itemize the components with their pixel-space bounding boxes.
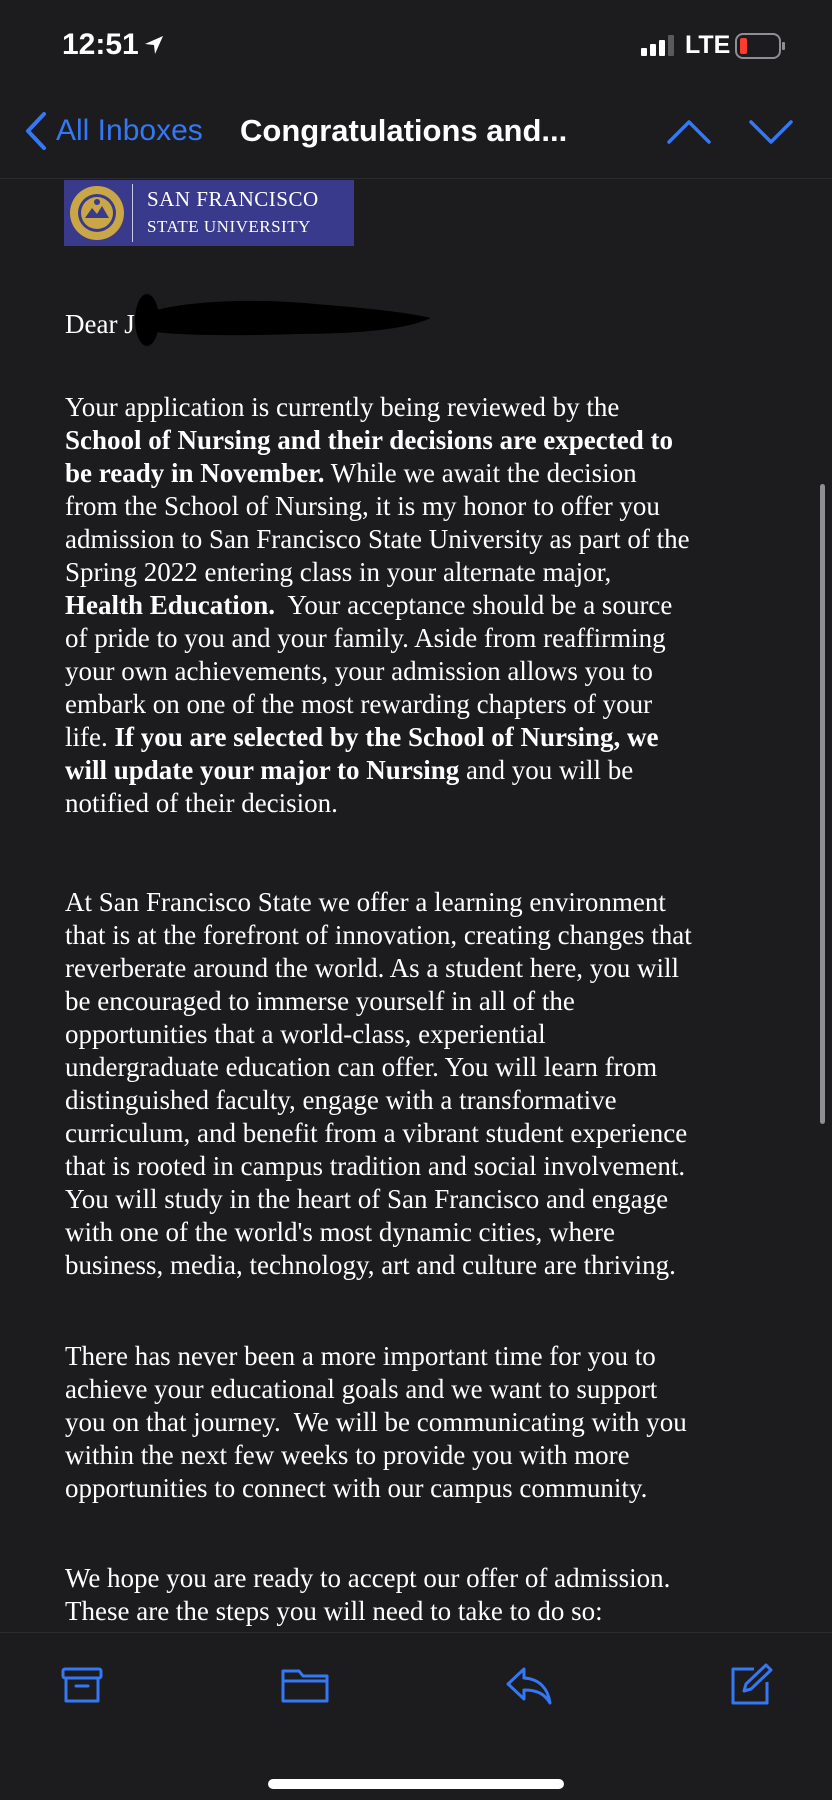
text-line (65, 1150, 785, 1183)
cellular-signal-icon (641, 34, 674, 56)
logo-text (147, 186, 319, 240)
body-text: notified of their decision. (65, 788, 338, 818)
body-text: that is at the forefront of innovation, creating changes that (65, 920, 692, 950)
logo-divider (132, 184, 133, 242)
logo-line-1: SAN FRANCISCO (147, 187, 319, 211)
location-arrow-icon (143, 34, 165, 56)
text-line (65, 1472, 785, 1505)
bold-text: Health Education. (65, 590, 276, 620)
paragraph-3 (65, 1340, 785, 1505)
time-text: 12:51 (62, 28, 139, 61)
reply-icon[interactable] (504, 1663, 554, 1707)
text-line (65, 391, 785, 424)
compose-icon[interactable] (728, 1663, 774, 1707)
text-line (65, 1340, 785, 1373)
text-line (65, 985, 785, 1018)
body-text: opportunities that a world-class, experiential (65, 1019, 546, 1049)
body-text: curriculum, and benefit from a vibrant student experience (65, 1118, 688, 1148)
body-text: distinguished faculty, engage with a transformative (65, 1085, 617, 1115)
text-line (65, 1051, 785, 1084)
email-subject: Congratulations and... (240, 113, 568, 148)
university-seal-icon (68, 184, 126, 242)
text-line (65, 1562, 785, 1595)
text-line (65, 787, 785, 820)
university-logo (64, 180, 354, 246)
bold-text: will update your major to Nursing (65, 755, 460, 785)
salutation: Dear J (65, 309, 135, 339)
text-line (65, 1439, 785, 1472)
paragraph-1 (65, 391, 785, 820)
text-line (65, 1249, 785, 1282)
text-line (65, 1117, 785, 1150)
body-text: be encouraged to immerse yourself in all of the (65, 986, 575, 1016)
body-text: of pride to you and your family. Aside from reaffirming (65, 623, 666, 653)
body-text: achieve your educational goals and we want to support (65, 1374, 658, 1404)
body-text: admission to San Francisco State University as part of the (65, 524, 690, 554)
text-line (65, 556, 785, 589)
archive-icon[interactable] (60, 1663, 104, 1707)
text-line (65, 721, 785, 754)
text-line (65, 952, 785, 985)
text-line (65, 688, 785, 721)
body-text: life. (65, 722, 115, 752)
body-text: within the next few weeks to provide you with more (65, 1440, 630, 1470)
text-line (65, 655, 785, 688)
navigation-bar (0, 95, 832, 179)
text-line (65, 1018, 785, 1051)
text-line (65, 1406, 785, 1439)
paragraph-4 (65, 1562, 785, 1628)
body-text: At San Francisco State we offer a learning environment (65, 887, 666, 917)
status-bar (0, 0, 832, 95)
text-line (65, 589, 785, 622)
email-body[interactable] (0, 180, 832, 1632)
network-type: LTE (685, 31, 731, 59)
next-message-button[interactable] (748, 117, 794, 147)
text-line (65, 1084, 785, 1117)
back-button-label: All Inboxes (56, 114, 203, 147)
body-text: your own achievements, your admission allows you to (65, 656, 653, 686)
body-text: embark on one of the most rewarding chapters of your (65, 689, 653, 719)
text-line (65, 457, 785, 490)
battery-icon (735, 33, 787, 59)
body-text: you on that journey. We will be communicating with you (65, 1407, 687, 1437)
body-text: These are the steps you will need to take to do so: (65, 1596, 603, 1626)
text-line (65, 1216, 785, 1249)
text-line (65, 754, 785, 787)
body-text: Spring 2022 entering class in your alternate major, (65, 557, 612, 587)
body-text: reverberate around the world. As a student here, you will (65, 953, 680, 983)
back-button[interactable] (24, 111, 203, 151)
text-line (65, 424, 785, 457)
body-text: opportunities to connect with our campus community. (65, 1473, 648, 1503)
scrollbar[interactable] (820, 484, 825, 1124)
text-line (65, 1595, 785, 1628)
body-text: with one of the world's most dynamic cities, where (65, 1217, 615, 1247)
body-text: Your acceptance should be a source (275, 590, 673, 620)
bottom-toolbar (0, 1632, 832, 1800)
text-line (65, 622, 785, 655)
text-line (65, 1183, 785, 1216)
paragraph-2 (65, 886, 785, 1282)
body-text: You will study in the heart of San Francisco and engage (65, 1184, 669, 1214)
logo-line-2: STATE UNIVERSITY (147, 217, 311, 236)
text-line (65, 523, 785, 556)
body-text: and you will be (459, 755, 634, 785)
bold-text: School of Nursing and their decisions are expected to (65, 425, 674, 455)
body-text: We hope you are ready to accept our offer of admission. (65, 1563, 671, 1593)
bold-text: If you are selected by the School of Nursing, we (114, 722, 659, 752)
chevron-left-icon (24, 111, 48, 151)
text-line (65, 919, 785, 952)
text-line (65, 886, 785, 919)
body-text: While we await the decision (324, 458, 637, 488)
folder-icon[interactable] (280, 1663, 330, 1707)
redaction-mark (135, 290, 435, 350)
body-text: undergraduate education can offer. You will learn from (65, 1052, 658, 1082)
body-text: There has never been a more important time for you to (65, 1341, 656, 1371)
bold-text: be ready in November. (65, 458, 325, 488)
status-time (62, 28, 165, 62)
body-text: from the School of Nursing, it is my honor to offer you (65, 491, 660, 521)
body-text: that is rooted in campus tradition and social involvement. (65, 1151, 686, 1181)
text-line (65, 1373, 785, 1406)
previous-message-button[interactable] (666, 117, 712, 147)
body-text: Your application is currently being reviewed by the (65, 392, 620, 422)
text-line (65, 490, 785, 523)
body-text: business, media, technology, art and culture are thriving. (65, 1250, 676, 1280)
home-indicator[interactable] (268, 1779, 564, 1789)
